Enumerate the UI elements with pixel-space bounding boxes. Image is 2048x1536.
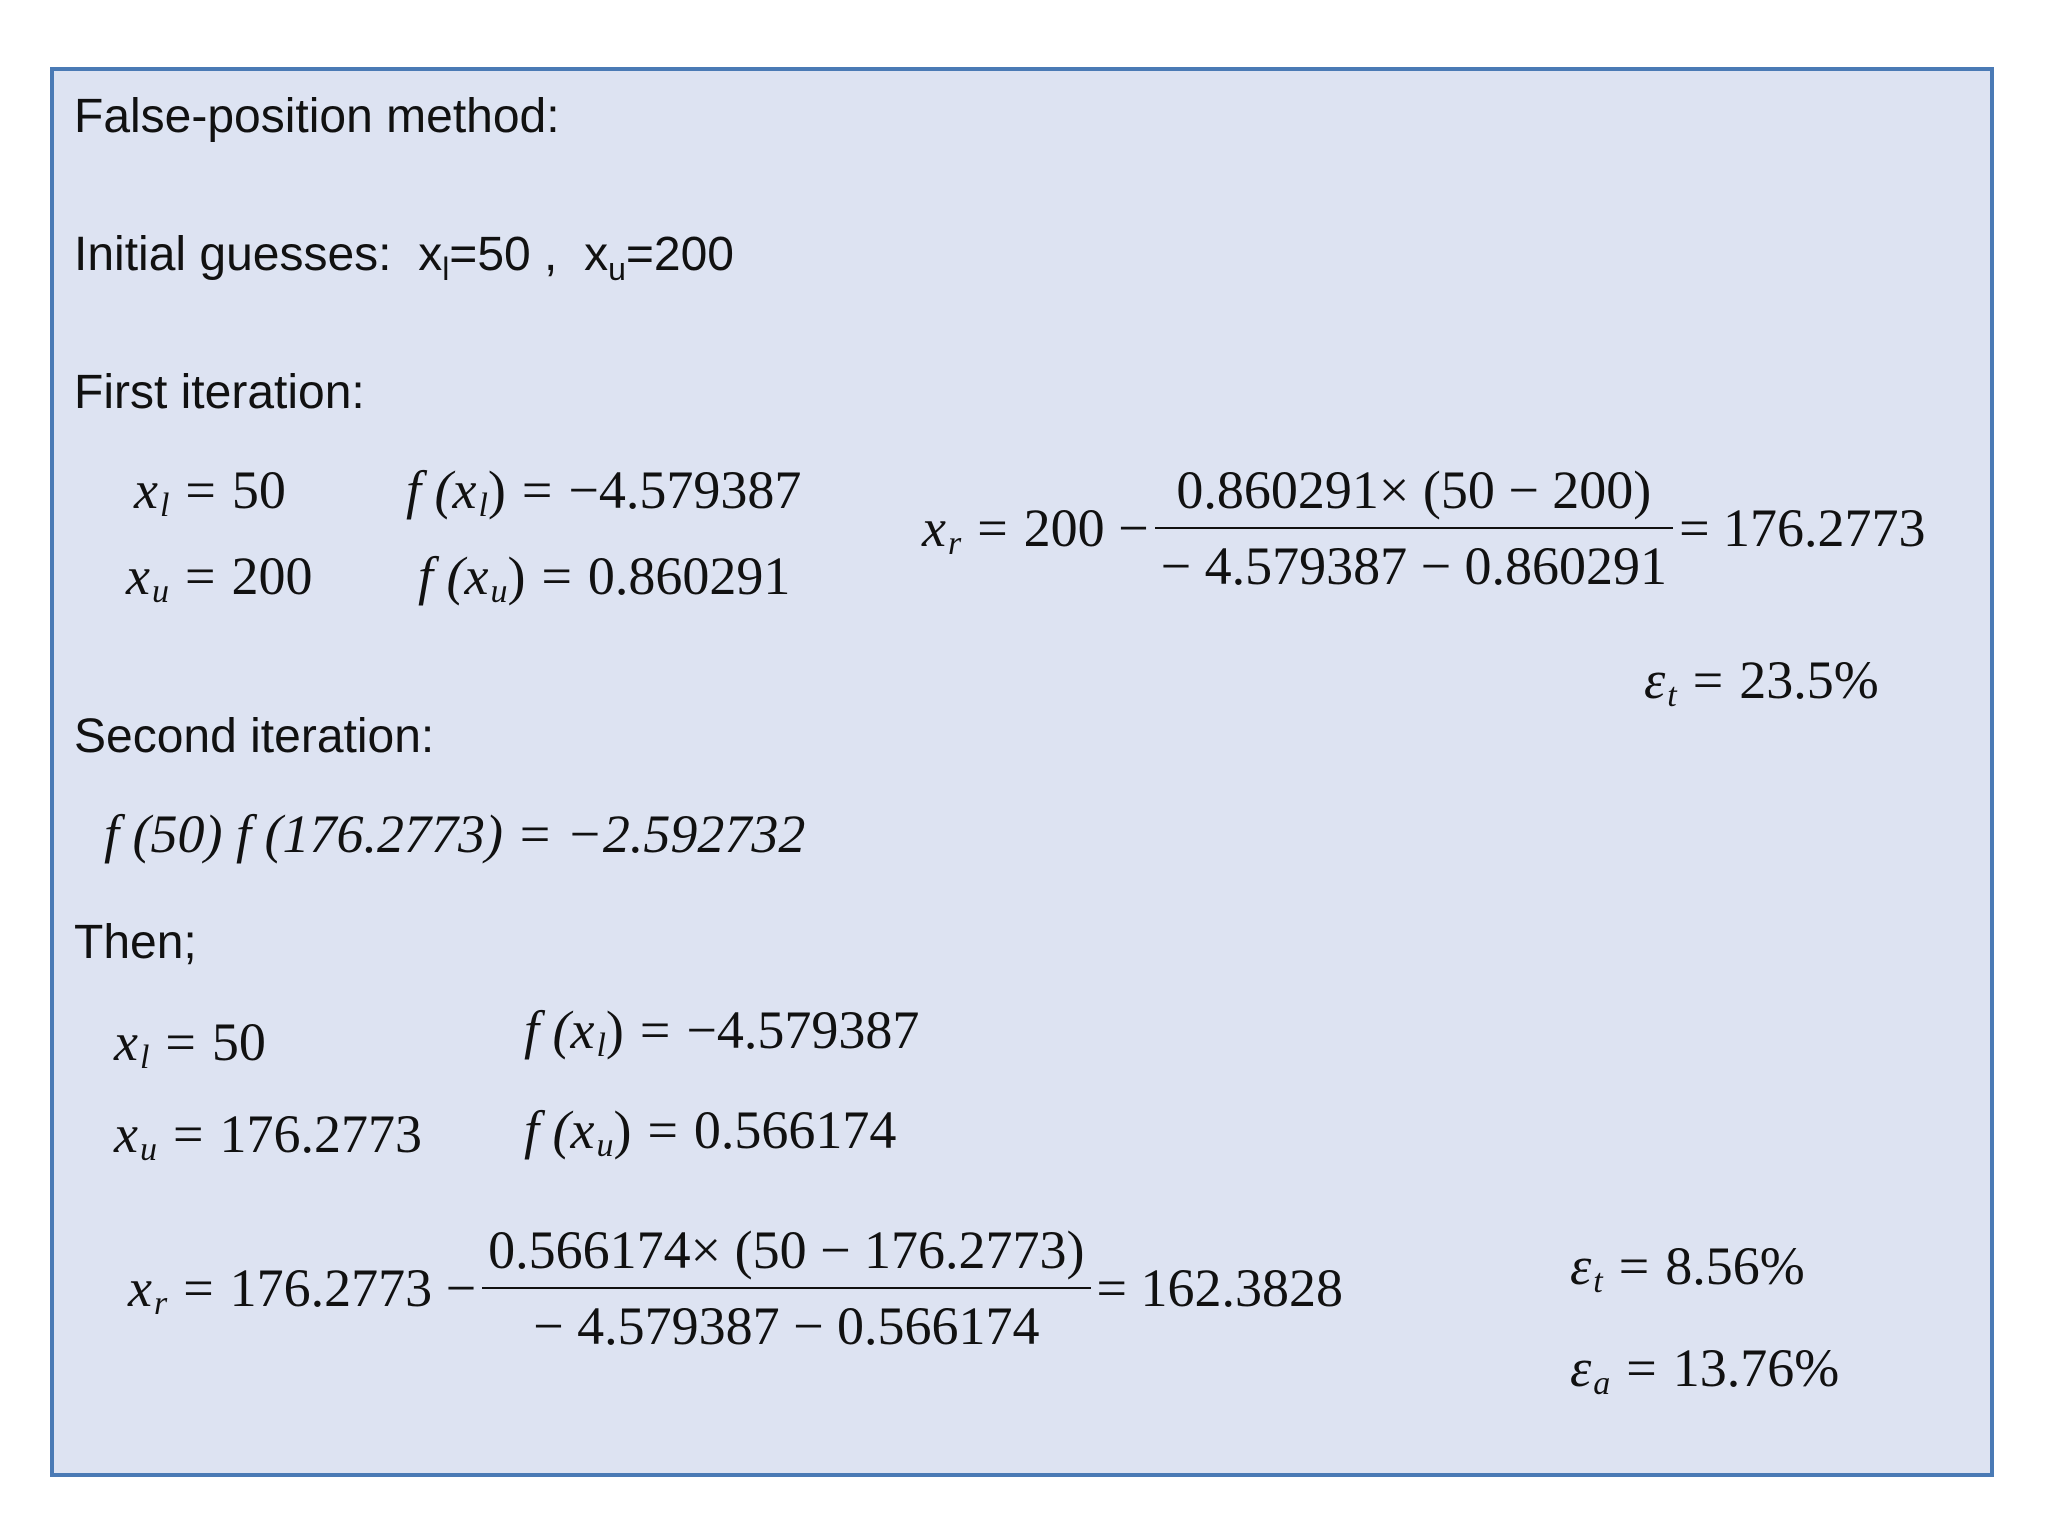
function-open: f (x	[406, 460, 477, 520]
value: 0.860291	[587, 546, 791, 606]
value: 8.56%	[1665, 1236, 1805, 1296]
equals: =	[172, 1104, 204, 1164]
first-et-equation	[1644, 650, 1879, 714]
subscript: u	[151, 573, 169, 610]
subscript: l	[139, 1039, 150, 1076]
numerator: 0.860291× (50 − 200)	[1176, 460, 1652, 520]
equals: =	[185, 460, 216, 520]
first-xu-equation	[126, 546, 313, 610]
function-close: )	[613, 1100, 632, 1160]
then-label: Then;	[74, 916, 197, 969]
second-xr-equation	[128, 1220, 1343, 1356]
first-xr-equation	[922, 460, 1926, 596]
first-fxu-equation	[418, 546, 791, 610]
value: 176.2773	[219, 1104, 422, 1164]
function-close: )	[487, 460, 506, 520]
symbol: x	[922, 498, 946, 558]
second-fxl-equation	[524, 1000, 920, 1064]
subscript: u	[490, 573, 508, 610]
equals: =	[977, 498, 1008, 558]
value: 0.566174	[693, 1100, 897, 1160]
value: 200	[231, 546, 313, 606]
epsilon-symbol: ε	[1644, 650, 1666, 710]
symbol: x	[114, 1104, 138, 1164]
fraction	[482, 1220, 1090, 1356]
function-close: )	[507, 546, 526, 606]
value: −4.579387	[568, 460, 802, 520]
subscript: r	[947, 525, 962, 562]
second-product-equation	[104, 804, 806, 864]
value: 23.5%	[1739, 650, 1879, 710]
equals: =	[639, 1000, 671, 1060]
second-xu-equation	[114, 1104, 422, 1168]
value: −4.579387	[686, 1000, 920, 1060]
second-iteration-heading: Second iteration:	[74, 710, 435, 763]
equals: =	[183, 1258, 214, 1318]
denominator: − 4.579387 − 0.860291	[1160, 536, 1668, 596]
xl-subscript: l	[442, 251, 450, 287]
second-xl-equation	[114, 1012, 266, 1076]
content-panel	[50, 67, 1994, 1477]
epsilon-symbol: ε	[1570, 1236, 1592, 1296]
equals: =	[1618, 1236, 1650, 1296]
subscript: t	[1593, 1263, 1603, 1300]
value: 13.76%	[1672, 1338, 1840, 1398]
equals: =	[1692, 650, 1724, 710]
subscript: l	[596, 1027, 606, 1064]
equals: =	[521, 460, 553, 520]
product-expression: f (50) f (176.2773) = −2.592732	[104, 804, 806, 864]
symbol: x	[128, 1258, 152, 1318]
denominator: − 4.579387 − 0.566174	[533, 1296, 1040, 1356]
subscript: t	[1667, 677, 1677, 714]
subscript: r	[153, 1285, 168, 1322]
second-ea-equation	[1570, 1338, 1840, 1402]
result: = 176.2773	[1679, 498, 1926, 558]
equals: =	[647, 1100, 678, 1160]
epsilon-symbol: ε	[1570, 1338, 1592, 1398]
symbol: x	[126, 546, 150, 606]
equals: =	[184, 546, 216, 606]
xu-subscript: u	[608, 251, 626, 287]
result: = 162.3828	[1096, 1258, 1343, 1318]
subscript: a	[1593, 1365, 1611, 1402]
equals: =	[1626, 1338, 1657, 1398]
first-fxl-equation	[406, 460, 802, 524]
value: 50	[231, 460, 286, 520]
second-et-equation	[1570, 1236, 1805, 1300]
subscript: l	[478, 487, 488, 524]
lead-term: 200 −	[1023, 498, 1149, 558]
lead-term: 176.2773 −	[229, 1258, 477, 1318]
function-open: f (x	[418, 546, 489, 606]
xl-symbol: x	[418, 228, 443, 281]
first-iteration-heading: First iteration:	[74, 366, 365, 419]
subscript: u	[596, 1127, 614, 1164]
xu-value: =200	[625, 228, 734, 281]
second-fxu-equation	[524, 1100, 897, 1164]
subscript: l	[159, 487, 170, 524]
initial-guesses	[74, 228, 734, 287]
function-close: )	[605, 1000, 624, 1060]
initial-guesses-label: Initial guesses:	[74, 228, 392, 281]
value: 50	[211, 1012, 266, 1072]
function-open: f (x	[524, 1000, 595, 1060]
symbol: x	[134, 460, 158, 520]
fraction	[1155, 460, 1673, 596]
numerator: 0.566174× (50 − 176.2773)	[488, 1220, 1085, 1280]
slide-title: False-position method:	[74, 90, 560, 143]
symbol: x	[114, 1012, 138, 1072]
xl-value: =50 ,	[449, 228, 558, 281]
equals: =	[541, 546, 572, 606]
first-xl-equation	[134, 460, 286, 524]
xu-symbol: x	[584, 228, 609, 281]
equals: =	[165, 1012, 196, 1072]
subscript: u	[139, 1131, 157, 1168]
function-open: f (x	[524, 1100, 595, 1160]
